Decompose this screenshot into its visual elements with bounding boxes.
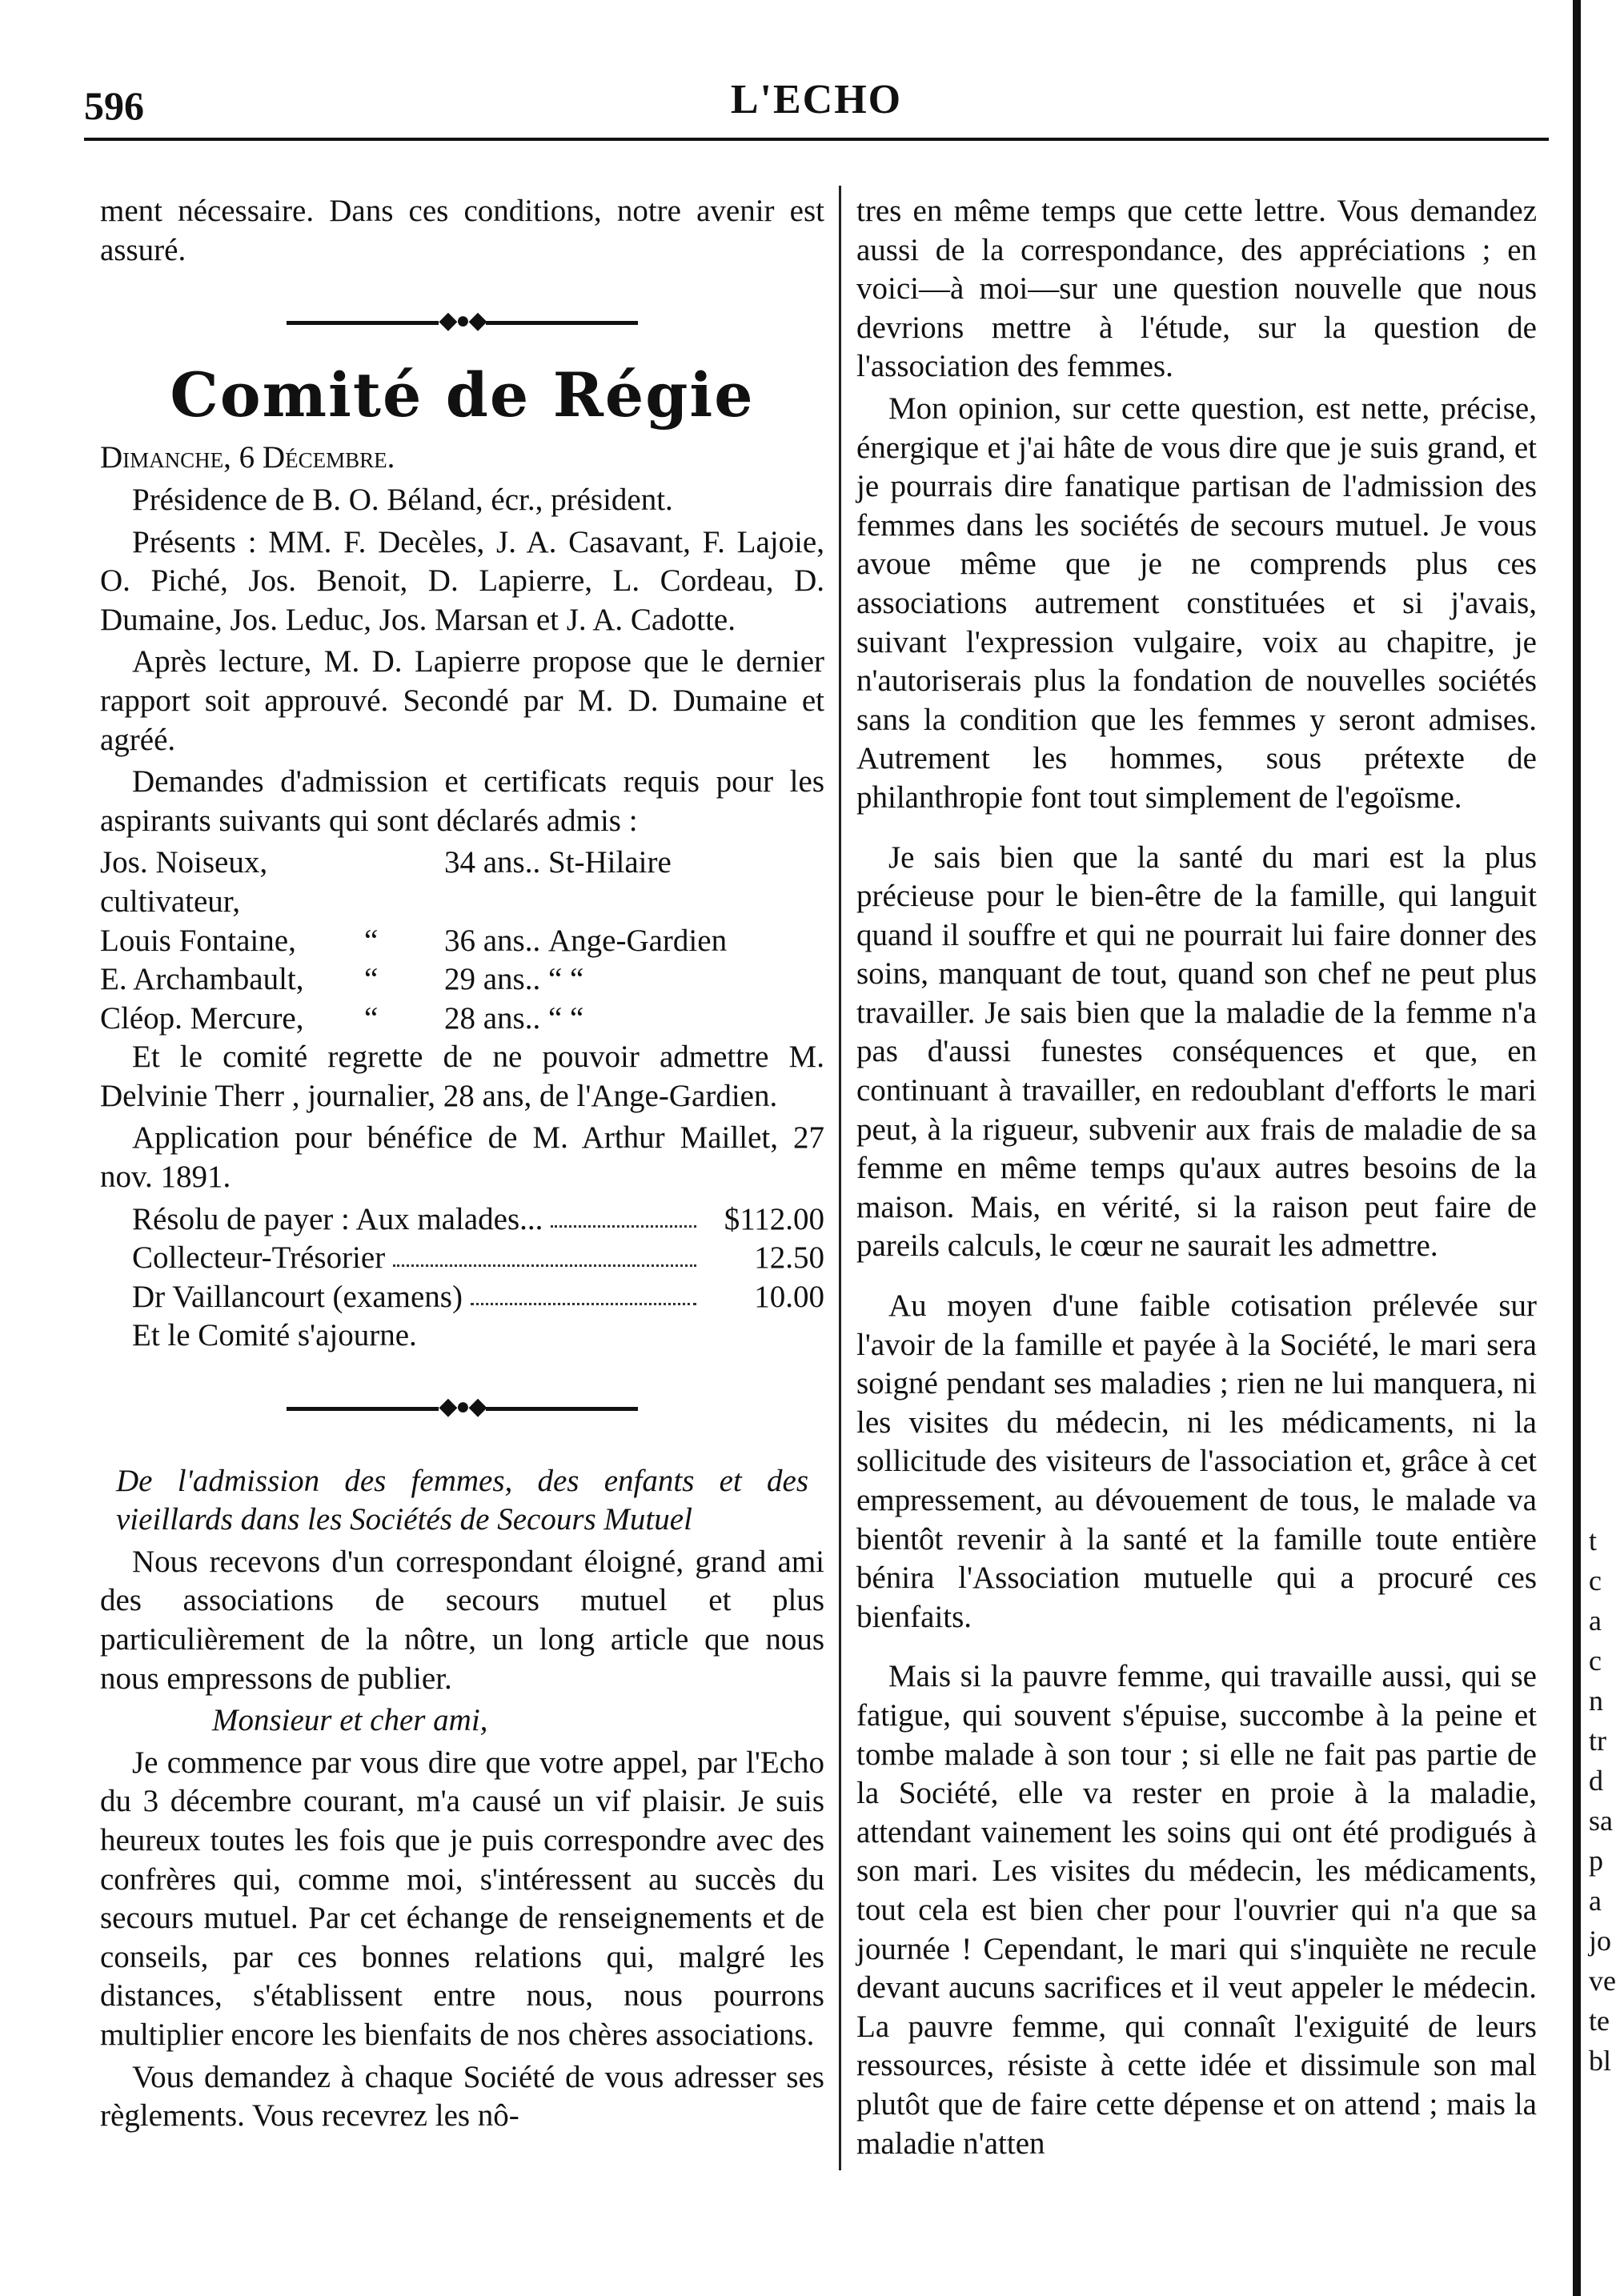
edge-fragment: p <box>1589 1845 1603 1877</box>
admission-name: Cléop. Mercure, <box>100 1000 304 1036</box>
meeting-date: Dimanche, 6 Décembre. <box>100 440 395 475</box>
admission-place: “ “ <box>548 1000 584 1036</box>
journal-title: L'ECHO <box>730 77 903 122</box>
edge-fragment: bl <box>1589 2045 1612 2077</box>
admission-row <box>100 922 824 961</box>
payment-row <box>100 1239 824 1278</box>
edge-fragment: sa <box>1589 1805 1613 1837</box>
letter-salutation: Monsieur et cher ami, <box>212 1703 488 1738</box>
admission-ditto <box>364 843 444 921</box>
edge-fragment: a <box>1589 1605 1602 1637</box>
section-title: Comité de Régie <box>170 359 755 431</box>
letter-paragraph: Je sais bien que la santé du mari est la plus précieuse pour le bien-être de la famille, qui languit quand il souffre et qui ne pourrait lui faire donner des soins, manquant de tout, quand son chef ne peut plus travailler. Je sais bien que la maladie de la femme n'a pas d'aussi funestes conséquences et que, en continuant à travailler, en redoublant d'efforts le mari peut, à la rigueur, subvenir aux frais de maladie de sa femme en même temps qu'aux autres besoins de la maison. Mais, en vérité, si la raison peut faire de pareils calculs, le cœur ne saurait les admettre. <box>856 839 1537 1264</box>
admissions-table <box>100 843 824 1038</box>
letter-paragraph: Je commence par vous dire que votre appel, par l'Echo du 3 décembre courant, m'a causé un vif plaisir. Je suis heureux toutes les fois que je puis correspondre avec des confrères qui, comme moi, s'intéressent au succès du secours mutuel. Par cet échange de renseignements et de conseils, par ces bonnes relations qui, malgré les distances, s'établissent entre nous, nous pourrons multiplier encore les bienfaits de nos chères associations. <box>100 1745 824 2052</box>
admission-ditto: “ <box>364 1000 379 1036</box>
payment-row <box>100 1278 824 1317</box>
admission-row <box>100 960 824 1000</box>
ajourne-line: Et le Comité s'ajourne. <box>132 1318 417 1353</box>
lecture-paragraph: Après lecture, M. D. Lapierre propose que le dernier rapport soit approuvé. Secondé par M. D. Dumaine et agréé. <box>100 644 824 757</box>
edge-fragment: c <box>1589 1565 1602 1597</box>
header-rule <box>84 138 1549 141</box>
payments-list <box>100 1200 824 1317</box>
payment-amount: 12.50 <box>754 1240 824 1276</box>
application-paragraph: Application pour bénéfice de M. Arthur Maillet, 27 nov. 1891. <box>100 1120 824 1195</box>
demandes-paragraph: Demandes d'admission et certificats requis pour les aspirants suivants qui sont déclarés admis : <box>100 764 824 838</box>
section-ornament-2: ◆●◆ <box>100 1388 824 1427</box>
edge-fragment: t <box>1589 1525 1598 1557</box>
page-edge-shadow <box>1573 0 1581 2296</box>
admission-age: 28 ans.. <box>444 1000 541 1036</box>
admission-row <box>100 1000 824 1039</box>
letter-paragraph: tres en même temps que cette lettre. Vous demandez aussi de la correspondance, des appréciations ; en voici—à moi—sur une question nouvelle que nous devrions mettre à l'étude, sur la question de l'association des femmes. <box>856 194 1537 384</box>
letter-paragraph: Vous demandez à chaque Société de vous adresser ses règlements. Vous recevrez les nô- <box>100 2059 824 2134</box>
payment-row <box>100 1200 824 1240</box>
payment-amount: $112.00 <box>724 1201 824 1236</box>
admission-age: 34 ans.. <box>444 845 541 880</box>
right-column <box>856 192 1537 2166</box>
page-header <box>84 76 1549 140</box>
edge-fragment: a <box>1589 1885 1602 1917</box>
payment-amount: 10.00 <box>754 1279 824 1314</box>
admission-age: 29 ans.. <box>444 962 541 997</box>
admission-ditto: “ <box>364 923 379 958</box>
adjacent-page-fragments <box>1589 1521 1616 2081</box>
admission-place: St-Hilaire <box>548 845 672 880</box>
edge-fragment: ve <box>1589 1965 1616 1997</box>
article-intro: Nous recevons d'un correspondant éloigné, grand ami des associations de secours mutuel et plus particulièrement de la nôtre, un long article que nous nous empressons de publier. <box>100 1544 824 1696</box>
edge-fragment: tr <box>1589 1725 1606 1757</box>
letter-paragraph: Mon opinion, sur cette question, est nette, précise, énergique et j'ai hâte de vous dire que je suis grand, et je pourrais dire fanatique partisan de l'admission des femmes dans les sociétés de secours mutuel. Je vous avoue même que je ne comprends plus ces associations autrement constituées et si j'avais, suivant l'expression vulgaire, voix au chapitre, je n'autoriserais plus la fondation de nouvelles sociétés sans la condition que les femmes y seront admises. Autrement les hommes, sous prétexte de philanthropie font tout simplement de l'egoïsme. <box>856 391 1537 815</box>
intro-paragraph: ment nécessaire. Dans ces conditions, notre avenir est assuré. <box>100 194 824 267</box>
column-divider <box>839 186 841 2170</box>
left-column <box>100 192 824 2139</box>
section-ornament: ◆●◆ <box>100 302 824 341</box>
payment-label: Résolu de payer : Aux malades... <box>132 1201 543 1236</box>
edge-fragment: c <box>1589 1645 1602 1677</box>
admission-name: Jos. Noiseux, cultivateur, <box>100 845 268 919</box>
admission-row <box>100 843 824 921</box>
edge-fragment: jo <box>1589 1925 1612 1957</box>
article-title: De l'admission des femmes, des enfants et des vieillards dans les Sociétés de Secours Mutuel <box>116 1463 808 1537</box>
admission-place: Ange-Gardien <box>548 923 728 958</box>
admission-place: “ “ <box>548 962 584 997</box>
admission-name: Louis Fontaine, <box>100 923 296 958</box>
edge-fragment: n <box>1589 1685 1603 1717</box>
page-number: 596 <box>84 83 144 128</box>
letter-paragraph: Au moyen d'une faible cotisation prélevée sur l'avoir de la famille et payée à la Société, le mari sera soigné pendant ses maladies ; rien ne lui manquera, ni les visites du médecin, ni les médicaments, ni la sollicitude des visiteurs de l'association et, grâce à cet empressement, au dévouement de tous, le malade va bientôt revenir à la santé et la famille toute entière bénira l'Association mutuelle qui a procuré ces bienfaits. <box>856 1288 1537 1634</box>
presents-list: Présents : MM. F. Decèles, J. A. Casavant, F. Lajoie, O. Piché, Jos. Benoit, D. Lapierre, L. Cordeau, D. Dumaine, Jos. Leduc, Jos. Marsan et J. A. Cadotte. <box>100 524 824 637</box>
admission-ditto: “ <box>364 962 379 997</box>
edge-fragment: te <box>1589 2005 1610 2037</box>
letter-paragraph: Mais si la pauvre femme, qui travaille aussi, qui se fatigue, qui souvent s'épuise, succombe à la peine et tombe malade à son tour ; si elle ne fait pas partie de la Société, elle va rester en proie à la maladie, attendant vainement les soins qui ont été prodigués à son mari. Les visites du médecin, les médicaments, tout cela est bien cher pour l'ouvrier qui n'a que sa journée ! Cependant, le mari qui s'inquiète ne recule devant aucuns sacrifices et il veut appeler le médecin. La pauvre femme, qui connaît l'exiguité de leurs ressources, résiste à cette idée et dissimule son mal plutôt que de faire cette dépense et on attend ; mais la maladie n'atten <box>856 1659 1537 2161</box>
payment-label: Dr Vaillancourt (examens) <box>132 1279 463 1314</box>
payment-label: Collecteur-Trésorier <box>132 1240 386 1276</box>
admission-name: E. Archambault, <box>100 962 304 997</box>
presidence: Présidence de B. O. Béland, écr., président. <box>132 482 673 517</box>
regrette-paragraph: Et le comité regrette de ne pouvoir admettre M. Delvinie Therr , journalier, 28 ans, de l'Ange-Gardien. <box>100 1040 824 1113</box>
edge-fragment: d <box>1589 1765 1603 1797</box>
admission-age: 36 ans.. <box>444 923 541 958</box>
